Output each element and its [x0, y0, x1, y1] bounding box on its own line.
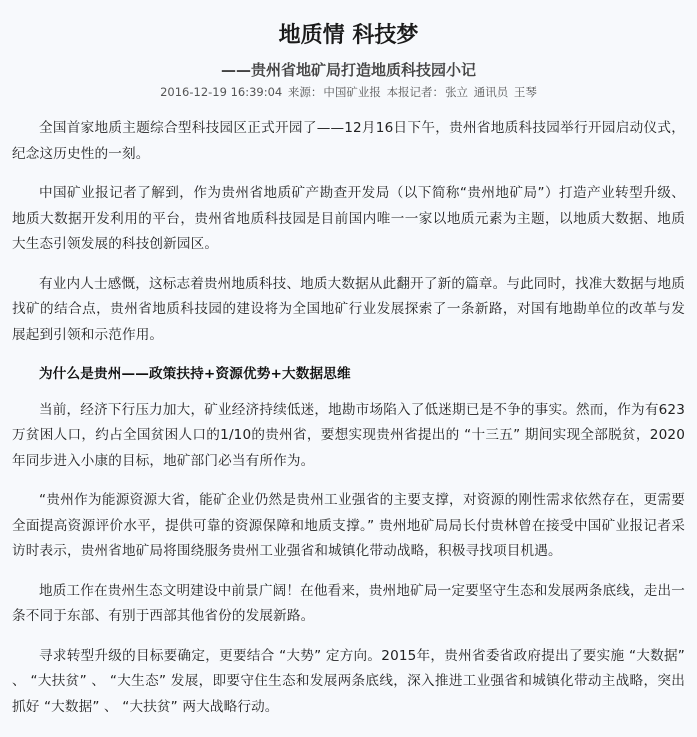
publish-date: 2016-12-19 16:39:04: [160, 85, 283, 99]
source-name: 中国矿业报: [323, 85, 381, 99]
article-meta: [12, 84, 685, 100]
correspondent-name: 王琴: [513, 85, 537, 99]
source-label: 来源：: [287, 85, 323, 99]
paragraph: 中国矿业报记者了解到，作为贵州省地质矿产勘查开发局（以下简称“贵州地矿局”）打造产业转型升级、地质大数据开发利用的平台，贵州省地质科技园是目前国内唯一一家以地质元素为主题，以地质大数据、地质大生态引领发展的科技创新园区。: [12, 185, 685, 252]
article-title: 地质情 科技梦: [278, 23, 419, 48]
paragraph: 寻求转型升级的目标要确定，更要结合 “大势” 定方向。2015年，贵州省委省政府提出了要实施 “大数据” 、 “大扶贫” 、 “大生态” 发展，即要守住生态和发展两条底线，深入推进工业强省和城镇化带动主战略，突出抓好 “大数据” 、 “大扶贫” 两大战略行动。: [12, 647, 685, 715]
article-subtitle: ——贵州省地矿局打造地质科技园小记: [220, 61, 476, 79]
paragraph: 有业内人士感慨，这标志着贵州地质科技、地质大数据从此翻开了新的篇章。与此同时，找准大数据与地质找矿的结合点，贵州省地质科技园的建设将为全国地矿行业发展探索了一条新路，对国有地勘单位的改革与发展起到引领和示范作用。: [12, 275, 685, 343]
reporter-label: 本报记者：: [386, 85, 445, 99]
paragraph: 全国首家地质主题综合型科技园区正式开园了——12月16日下午，贵州省地质科技园举行开园启动仪式，纪念这历史性的一刻。: [12, 120, 685, 162]
paragraph: 地质工作在贵州生态文明建设中前景广阔！在他看来，贵州地矿局一定要坚守生态和发展两条底线，走出一条不同于东部、有别于西部其他省份的发展新路。: [12, 582, 685, 624]
article-body: [12, 116, 685, 720]
reporter-name: 张立: [445, 85, 469, 99]
paragraph: “贵州作为能源资源大省，能矿企业仍然是贵州工业强省的主要支撑，对资源的刚性需求依然存在，更需要全面提高资源评价水平，提供可靠的资源保障和地质支撑。” 贵州地矿局局长付贵林曾在接受中国矿业报记者采访时表示，贵州省地矿局将围绕服务贵州工业强省和城镇化带动战略，积极寻找项目机遇。: [12, 492, 685, 559]
correspondent-label: 通讯员: [473, 85, 509, 99]
section-heading: 为什么是贵州——政策扶持+资源优势+大数据思维: [39, 366, 351, 382]
paragraph: 当前，经济下行压力加大，矿业经济持续低迷，地勘市场陷入了低迷期已是不争的事实。然而，作为有623万贫困人口，约占全国贫困人口的1/10的贵州省，要想实现贵州省提出的 “十三五” 期间实现全部脱贫，2020年同步进入小康的目标，地矿部门必当有所作为。: [12, 401, 685, 469]
